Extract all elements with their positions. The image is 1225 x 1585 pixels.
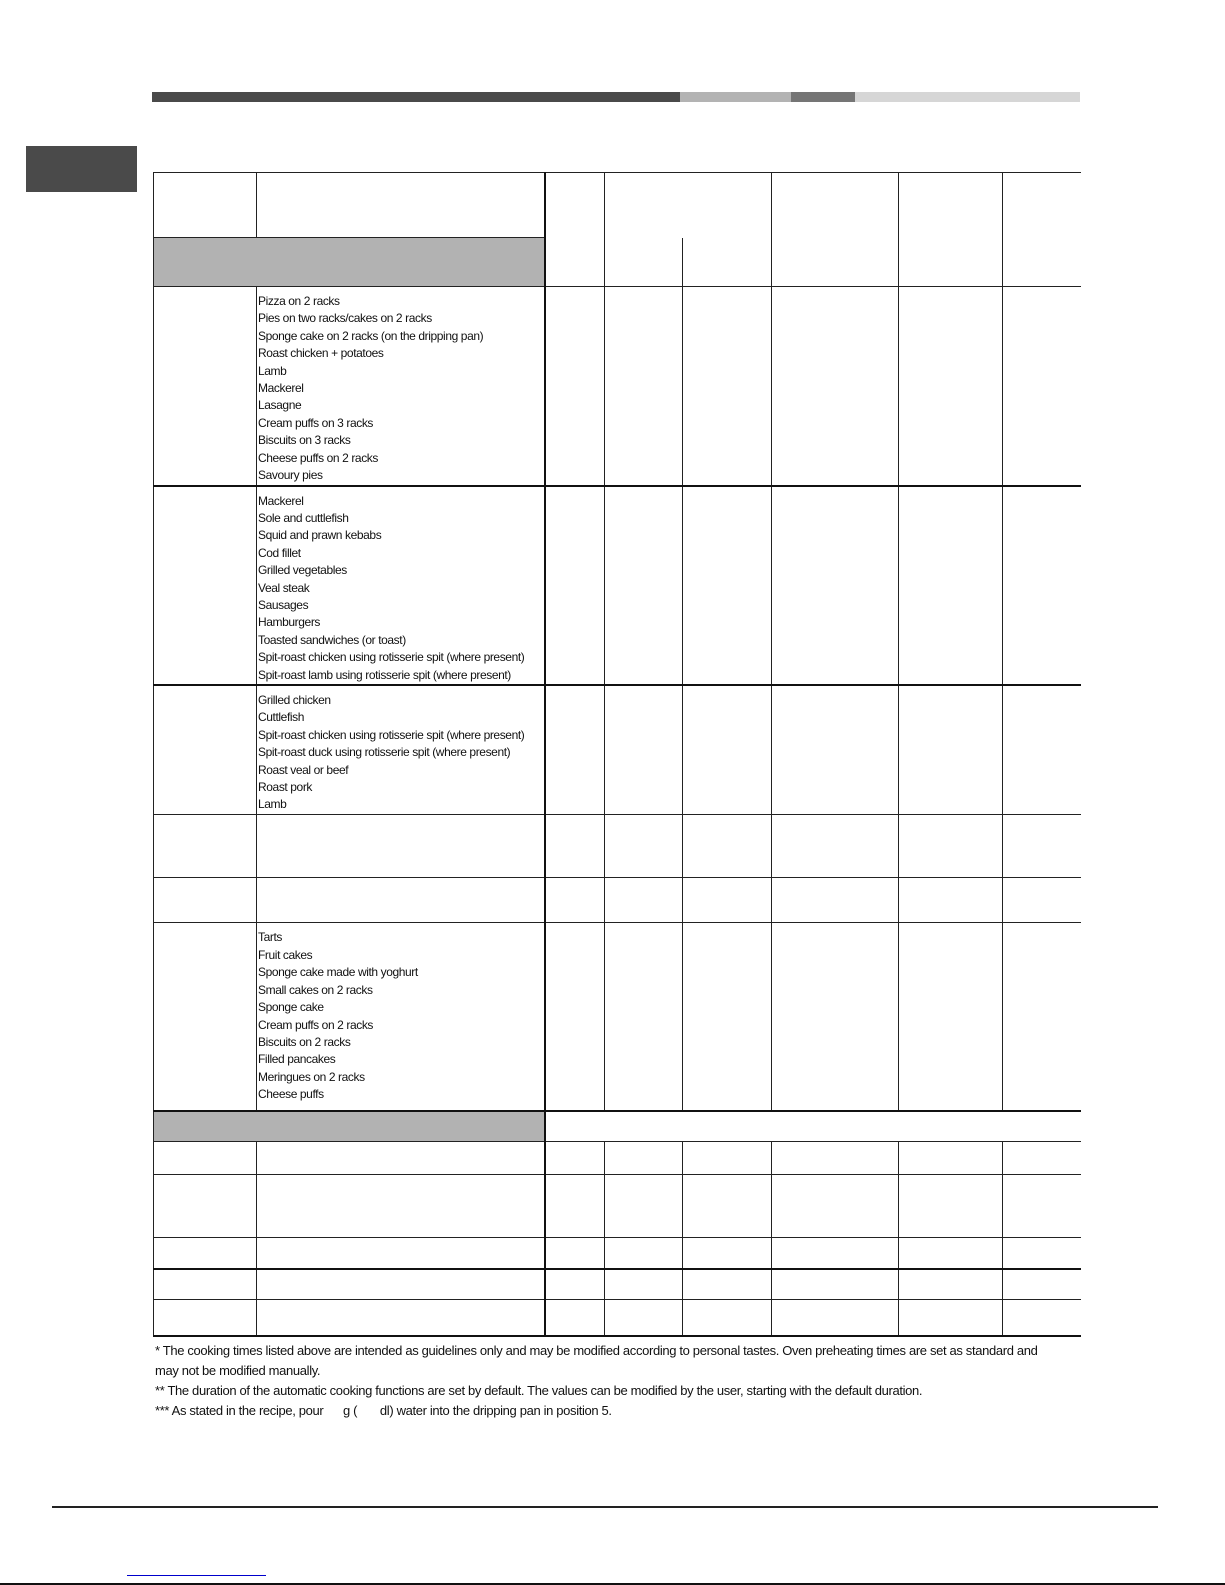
food-item: Hamburgers [258,615,321,630]
food-item: Lamb [258,363,287,378]
footer-divider [52,1506,1158,1508]
food-item: Roast pork [258,780,313,794]
food-item: Spit-roast chicken using rotisserie spit (where present) [258,727,525,742]
header-bar-mid [791,92,855,102]
table-row [154,486,1081,685]
section-header-gray [154,1111,545,1142]
table-row [154,287,1081,486]
food-item: Biscuits on 3 racks [258,433,351,448]
food-item: Filled pancakes [258,1052,336,1067]
food-item: Roast veal or beef [258,762,349,777]
food-list [257,287,544,484]
food-list [257,487,544,684]
food-item: Sponge cake on 2 racks (on the dripping pan) [258,328,484,343]
food-item: Lamb [258,797,287,812]
table-row [154,1238,1081,1269]
table-row [154,1300,1081,1336]
food-item: Cod fillet [258,545,301,560]
food-item: Veal steak [258,580,310,595]
table-row [154,1269,1081,1300]
section-header-gray [154,238,545,287]
food-item: Cream puffs on 3 racks [258,415,374,430]
header-row [154,173,1081,238]
food-item: Grilled chicken [258,692,331,707]
food-list [257,923,544,1103]
table-row [154,878,1081,923]
food-item: Biscuits on 2 racks [258,1034,351,1049]
table-row [154,923,1081,1111]
food-item: Grilled vegetables [258,563,347,578]
table-row [154,815,1081,878]
food-item: Toasted sandwiches (or toast) [258,632,406,647]
food-item: Cuttlefish [258,710,305,725]
footnote-2: ** The duration of the automatic cooking functions are set by default. The values can be modified by the user, starting with the default duration. [155,1383,923,1398]
footer-link-underline[interactable] [127,1575,266,1576]
food-item: Savoury pies [258,468,323,483]
food-item: Sponge cake made with yoghurt [258,965,418,980]
food-item: Sausages [258,597,309,612]
food-item: Sponge cake [258,1000,324,1015]
language-tab [26,146,137,192]
food-item: Spit-roast lamb using rotisserie spit (where present) [258,667,511,682]
food-item: Pies on two racks/cakes on 2 racks [258,311,432,326]
cooking-table [153,172,1081,1337]
food-item: Cheese puffs on 2 racks [258,450,378,465]
food-item: Spit-roast duck using rotisserie spit (where present) [258,745,511,760]
food-item: Pizza on 2 racks [258,294,340,308]
food-item: Mackerel [258,381,304,396]
footnote-1: * The cooking times listed above are intended as guidelines only and may be modified according to personal tastes. Oven preheating times are set as standard and may not be modified manually. [155,1343,1038,1378]
food-item: Tarts [258,930,283,945]
footnote-3: *** As stated in the recipe, pour g ( dl) water into the dripping pan in position 5. [155,1403,612,1418]
food-item: Mackerel [258,493,304,508]
food-item: Roast chicken + potatoes [258,346,384,361]
food-item: Spit-roast chicken using rotisserie spit (where present) [258,650,525,665]
food-item: Small cakes on 2 racks [258,982,373,997]
header-bar-light [680,92,791,102]
table-row [154,685,1081,815]
food-item: Cheese puffs [258,1087,324,1102]
footnotes [155,1341,1055,1421]
food-item: Lasagne [258,398,302,413]
table-row [154,1175,1081,1238]
food-item: Fruit cakes [258,947,313,962]
header-bar-dark [152,92,680,102]
food-list [257,686,544,814]
header-bar-pale [855,92,1080,102]
food-item: Meringues on 2 racks [258,1069,365,1084]
food-item: Squid and prawn kebabs [258,528,382,543]
food-item: Sole and cuttlefish [258,510,349,525]
food-item: Cream puffs on 2 racks [258,1017,374,1032]
table-row [154,1142,1081,1175]
